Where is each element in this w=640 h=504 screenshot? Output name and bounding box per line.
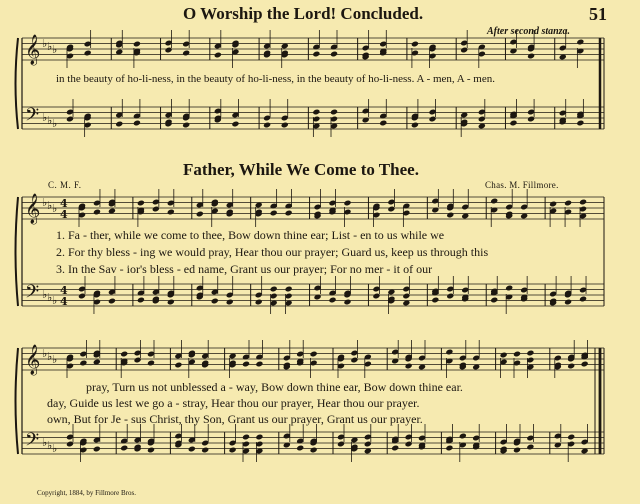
notehead (330, 51, 338, 58)
notehead (526, 444, 534, 451)
flat-sign: ♭ (42, 111, 48, 124)
notehead (329, 297, 337, 304)
notehead (330, 109, 338, 116)
notehead (490, 297, 498, 304)
notehead (93, 446, 101, 453)
notehead (255, 299, 263, 306)
notehead (93, 209, 101, 216)
verse-2-line-2: day, Guide us lest we go a - stray, Hear thou our prayer, Hear thou our prayer. (47, 396, 420, 410)
flat-sign: ♭ (42, 37, 48, 50)
notehead (167, 299, 175, 306)
time-signature-bottom: 4 (60, 208, 68, 221)
hymn2-title: Father, While We Come to Thee. (183, 160, 419, 179)
notehead (576, 39, 584, 46)
flat-sign: ♭ (52, 43, 58, 56)
notehead (310, 447, 318, 454)
notehead (446, 212, 454, 219)
notehead (411, 122, 419, 129)
notehead (147, 447, 155, 454)
notehead (549, 201, 557, 208)
notehead (579, 296, 587, 303)
notehead (120, 445, 128, 452)
notehead (133, 120, 141, 127)
notehead (263, 122, 271, 129)
notehead (137, 297, 145, 304)
notehead (564, 299, 572, 306)
notehead (214, 52, 222, 59)
notehead (513, 447, 521, 454)
flat-sign: ♭ (47, 439, 53, 452)
flat-sign: ♭ (52, 202, 58, 215)
flat-sign: ♭ (42, 347, 48, 360)
notehead (505, 285, 513, 292)
flat-sign: ♭ (42, 288, 48, 301)
notehead (490, 198, 498, 205)
system-brace (16, 197, 19, 306)
flat-sign: ♭ (42, 196, 48, 209)
notehead (527, 53, 535, 60)
flat-sign: ♭ (42, 436, 48, 449)
notehead (500, 352, 508, 359)
notehead (312, 51, 320, 58)
treble-clef: 𝄞 (25, 345, 41, 375)
flat-sign: ♭ (47, 291, 53, 304)
treble-clef: 𝄞 (25, 194, 41, 224)
notehead (270, 210, 278, 217)
bass-clef: 𝄢 (25, 430, 40, 455)
flat-sign: ♭ (52, 442, 58, 455)
notehead (567, 363, 575, 370)
notehead (567, 434, 575, 441)
system-brace (16, 348, 19, 454)
notehead (513, 351, 521, 358)
notehead (188, 446, 196, 453)
verse-2-line-1: 2. For thy bless - ing we would pray, Hear thou our prayer; Guard us, keep us through this (56, 245, 489, 259)
verse-3-line-2: own, But for Je - sus Christ, thy Son, Grant us our prayer, Grant us our prayer. (47, 412, 423, 426)
notehead (255, 361, 263, 368)
notehead (285, 210, 293, 217)
notehead (201, 447, 209, 454)
flat-sign: ♭ (47, 40, 53, 53)
time-signature-top: 4 (60, 197, 68, 210)
flat-sign: ♭ (52, 117, 58, 130)
flat-sign: ♭ (47, 114, 53, 127)
flat-sign: ♭ (52, 353, 58, 366)
notehead (108, 298, 116, 305)
notehead (576, 120, 584, 127)
notehead (226, 299, 234, 306)
notehead (211, 298, 219, 305)
notehead (174, 362, 182, 369)
hymn1-lyric-line: in the beauty of ho-li-ness, in the beauty of ho-li-ness, in the beauty of ho-li-ness. A - men, A - men. (56, 73, 495, 85)
bass-clef: 𝄢 (25, 282, 40, 307)
verse-1-line-2: pray, Turn us not unblessed a - way, Bow down thine ear, Bow down thine ear. (86, 380, 463, 394)
notehead (133, 41, 141, 48)
hymn1-title: O Worship the Lord! Concluded. (183, 4, 424, 23)
time-signature-bottom: 4 (60, 295, 68, 308)
notehead (579, 199, 587, 206)
notehead (196, 211, 204, 218)
notehead (296, 445, 304, 452)
notehead (231, 121, 239, 128)
notehead (242, 434, 250, 441)
notehead (120, 351, 128, 358)
notehead (431, 297, 439, 304)
treble-clef: 𝄞 (25, 35, 41, 65)
notehead (84, 50, 92, 57)
notehead (312, 109, 320, 116)
notehead (79, 360, 87, 367)
notehead (405, 363, 413, 370)
notehead (229, 447, 237, 454)
notehead (411, 41, 419, 48)
notehead (147, 360, 155, 367)
time-signature-top: 4 (60, 284, 68, 297)
composer-credit: Chas. M. Fillmore. (485, 180, 559, 190)
notehead (391, 445, 399, 452)
notehead (564, 200, 572, 207)
after-stanza-direction: After second stanza. (487, 26, 571, 37)
notehead (182, 122, 190, 129)
flat-sign: ♭ (47, 350, 53, 363)
notehead (526, 350, 534, 357)
notehead (310, 351, 318, 358)
notehead (445, 349, 453, 356)
notehead (581, 361, 589, 368)
notehead (137, 200, 145, 207)
page-number: 51 (589, 4, 607, 24)
notehead (509, 120, 517, 127)
notehead (182, 50, 190, 57)
notehead (343, 200, 351, 207)
notehead (379, 120, 387, 127)
notehead (242, 361, 250, 368)
notehead (445, 445, 453, 452)
notehead (285, 286, 293, 293)
notehead (343, 299, 351, 306)
bass-clef: 𝄢 (25, 105, 40, 130)
notehead (255, 434, 263, 441)
verse-3-line-1: 3. In the Sav - ior's bless - ed name, Grant us our prayer; For no mer - it of our (56, 262, 433, 276)
notehead (459, 433, 467, 440)
flat-sign: ♭ (47, 199, 53, 212)
verse-1-line-1: 1. Fa - ther, while we come to thee, Bow down thine ear; List - en to us while we (56, 228, 445, 242)
copyright-notice: Copyright, 1884, by Fillmore Bros. (37, 489, 136, 497)
flat-sign: ♭ (52, 294, 58, 307)
notehead (115, 121, 123, 128)
system-brace (16, 38, 19, 129)
meter-label: C. M. F. (48, 180, 82, 190)
notehead (281, 122, 289, 129)
notehead (270, 286, 278, 293)
notehead (167, 209, 175, 216)
